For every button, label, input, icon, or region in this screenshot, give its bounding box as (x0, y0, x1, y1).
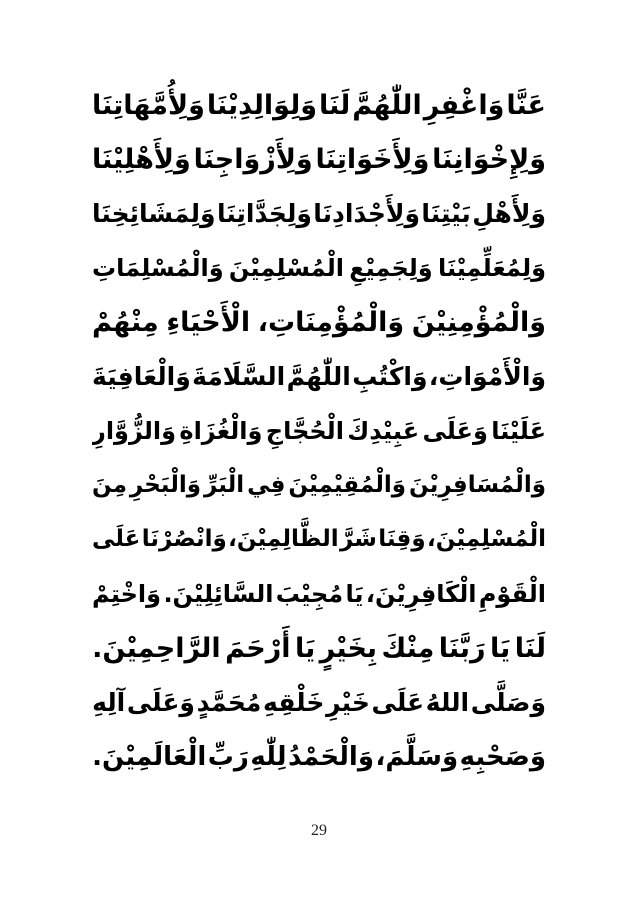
word: وَالْمُقِيْمِيْنَ (288, 471, 407, 498)
word: وَلِأَخَوَاتِنَا (315, 143, 430, 175)
word: الرَّاحِمِيْنَ. (92, 632, 221, 664)
word: خَيْرِ (326, 687, 370, 717)
word: عَلَى (371, 687, 425, 717)
word: وَلِجَدَّاتِنَا (216, 199, 312, 229)
word: وَصَحْبِهِ (459, 741, 546, 772)
word: الْحُجَّاجِ (265, 416, 344, 445)
word: اللّٰهُمَّ (352, 89, 422, 121)
word: وَلِمَشَائِخِنَا (92, 199, 216, 229)
text-line-5 (92, 295, 546, 349)
word: الْأَحْيَاءِ (166, 306, 251, 338)
word: لَنَا (514, 632, 546, 664)
word: يَا (294, 632, 316, 664)
word: وَالْأَمْوَاتِ، (428, 362, 546, 392)
text-line-12 (92, 675, 546, 729)
word: وَلِوَالِدِيْنَا (206, 89, 317, 121)
word: عَلَيْنَا (491, 416, 546, 445)
word: أَرْحَمَ (225, 632, 291, 664)
arabic-prayer-text (92, 78, 546, 784)
word: شَرَّ (339, 526, 377, 553)
word: رَبِّ (207, 741, 249, 772)
word: فِي (247, 471, 286, 498)
word: وَاخْتِمْ (92, 579, 162, 608)
word: وَاغْفِرِ (423, 89, 505, 121)
text-line-13 (92, 730, 546, 784)
word: وَلِمُعَلِّمِيْنَا (437, 254, 546, 283)
word: وَالْعَافِيَةَ (92, 362, 191, 392)
text-line-2 (92, 132, 546, 186)
text-line-6 (92, 349, 546, 403)
word: الْمُسْلِمِيْنَ (228, 254, 344, 283)
word: وَلِأَزْوَاجِنَا (193, 143, 313, 175)
word: وَلِإِخْوَانِنَا (432, 143, 546, 175)
word: وَالْمُؤْمِنَاتِ، (257, 306, 405, 338)
text-line-9 (92, 512, 546, 566)
word: مِنْكَ (381, 632, 435, 664)
word: السَّلَامَةَ (192, 362, 286, 392)
word: الْبَرِّ (203, 471, 245, 498)
page-number: 29 (311, 822, 327, 839)
word: وَالزُّوَّارِ (92, 416, 177, 445)
word: مِنَ (92, 471, 127, 498)
text-line-11 (92, 621, 546, 675)
word: وَاكْتُبِ (352, 362, 428, 392)
word: الْكَافِرِيْنَ، (365, 579, 477, 608)
word: وَصَلَّى (470, 687, 546, 717)
word: وَالْمُسَافِرِيْنَ (409, 471, 546, 498)
text-line-7 (92, 404, 546, 458)
word: وَالْبَحْرِ (129, 471, 202, 498)
word: وَعَلَى (422, 416, 488, 445)
word: يَا (345, 579, 364, 608)
word: بِخَيْرٍ (319, 632, 378, 664)
word: عَنَّا (506, 89, 546, 121)
word: يَا (490, 632, 511, 664)
word: السَّائِلِيْنَ. (163, 579, 274, 608)
word: عَلَى (92, 526, 141, 553)
word: وَالْغُزَاةِ (179, 416, 263, 445)
text-line-8 (92, 458, 546, 512)
word: خَلْقِهِ (263, 687, 325, 717)
word: وَسَلَّمَ، (375, 741, 459, 772)
word: وَالْحَمْدُ (287, 741, 375, 772)
word: وَالْمُسْلِمَاتِ (92, 254, 224, 283)
word: آلِهِ (92, 687, 126, 717)
word: اللهُ (425, 687, 470, 717)
word: وَلِأَهْلِ (472, 199, 546, 229)
word: لَنَا (318, 89, 351, 121)
word: الْقَوْمِ (478, 579, 546, 608)
word: مِنْهُمْ (92, 306, 159, 338)
word: مُحَمَّدٍ (196, 687, 262, 717)
word: وَلِأَجْدَادِنَا (313, 199, 421, 229)
word: الْعَالَمِيْنَ. (92, 741, 207, 772)
word: وَلِأُمَّهَاتِنَا (92, 89, 205, 121)
text-line-3 (92, 187, 546, 241)
word: وَانْصُرْنَا (141, 526, 227, 553)
word: وَقِنَا (378, 526, 426, 553)
word: وَلِأَهْلِيْنَا (92, 143, 191, 175)
word: بَيْتِنَا (421, 199, 471, 229)
word: الْمُسْلِمِيْنَ، (427, 526, 546, 553)
word: عَبِيْدِكَ (347, 416, 420, 445)
text-line-1 (92, 78, 546, 132)
word: رَبَّنَا (438, 632, 486, 664)
word: وَعَلَى (126, 687, 195, 717)
word: لِلّٰهِ (250, 741, 287, 772)
word: وَالْمُؤْمِنِيْنَ (411, 306, 546, 338)
word: وَلِجَمِيْعِ (349, 254, 433, 283)
word: اللّٰهُمَّ (286, 362, 351, 392)
word: مُجِيْبَ (275, 579, 344, 608)
word: الظَّالِمِيْنَ، (228, 526, 339, 553)
text-line-10 (92, 567, 546, 621)
text-line-4 (92, 241, 546, 295)
